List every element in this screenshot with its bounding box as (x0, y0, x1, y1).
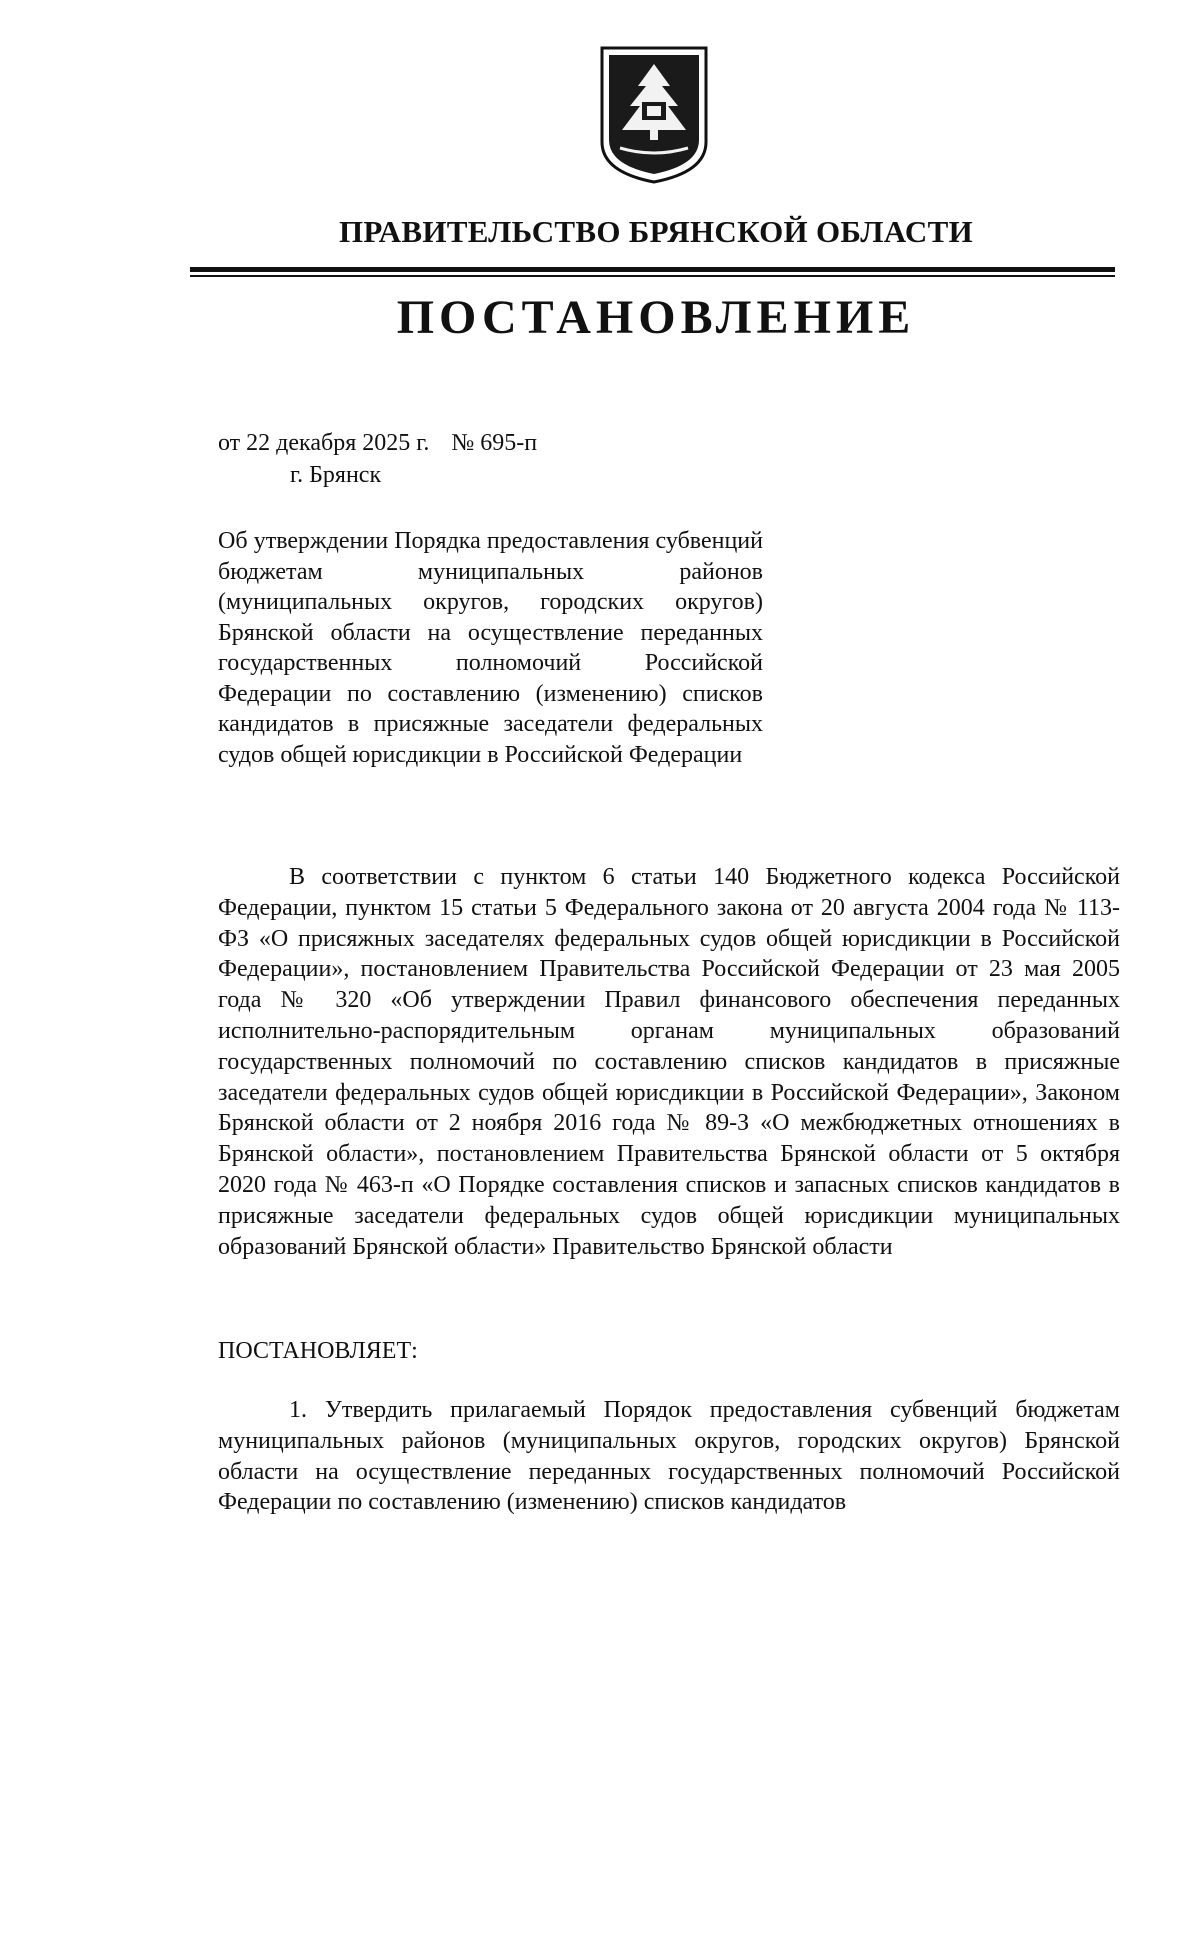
preamble-paragraph: В соответствии с пунктом 6 статьи 140 Бюджетного кодекса Российской Федерации, пунктом 15 статьи 5 Федерального закона от 20 августа 2004 года № 113-ФЗ «О присяжных заседателях федеральных судов общей юрисдикции в Российской Федерации», постановлением Правительства Российской Федерации от 23 мая 2005 года № 320 «Об утверждении Правил финансового обеспечения переданных исполнительно-распорядительным органам муниципальных образований государственных полномочий по составлению списков кандидатов в присяжные заседатели федеральных судов общей юрисдикции в Российской Федерации», Законом Брянской области от 2 ноября 2016 года № 89-З «О межбюджетных отношениях в Брянской области», постановлением Правительства Брянской области от 5 октября 2020 года № 463-п «О Порядке составления списков и запасных списков кандидатов в присяжные заседатели федеральных судов общей юрисдикции муниципальных образований Брянской области» Правительство Брянской области (218, 864, 1120, 1260)
document-date: от 22 декабря 2025 г. (218, 430, 430, 456)
document-date-line (218, 430, 537, 457)
header-divider-thin (190, 275, 1115, 277)
header-divider (190, 267, 1115, 272)
item-1-paragraph: 1. Утвердить прилагаемый Порядок предоставления субвенций бюджетам муниципальных районов (муниципальных округов, городских округов) Брянской области на осуществление переданных государственных полномочий Российской Федерации по составлению (изменению) списков кандидатов (218, 1397, 1120, 1516)
document-subject: Об утверждении Порядка предоставления субвенций бюджетам муниципальных районов (муниципальных округов, городских округов) Брянской области на осуществление переданных государственных полномочий Российской Федерации по составлению (изменению) списков кандидатов в присяжные заседатели федеральных судов общей юрисдикции в Российской Федерации (218, 528, 763, 768)
organization-title: ПРАВИТЕЛЬСТВО БРЯНСКОЙ ОБЛАСТИ (338, 214, 974, 249)
document-number: № 695-п (451, 430, 538, 456)
coat-of-arms-icon (598, 44, 710, 186)
document-city: г. Брянск (290, 462, 382, 488)
document-type-title: ПОСТАНОВЛЕНИЕ (396, 291, 916, 344)
resolves-heading: ПОСТАНОВЛЯЕТ: (218, 1338, 418, 1364)
